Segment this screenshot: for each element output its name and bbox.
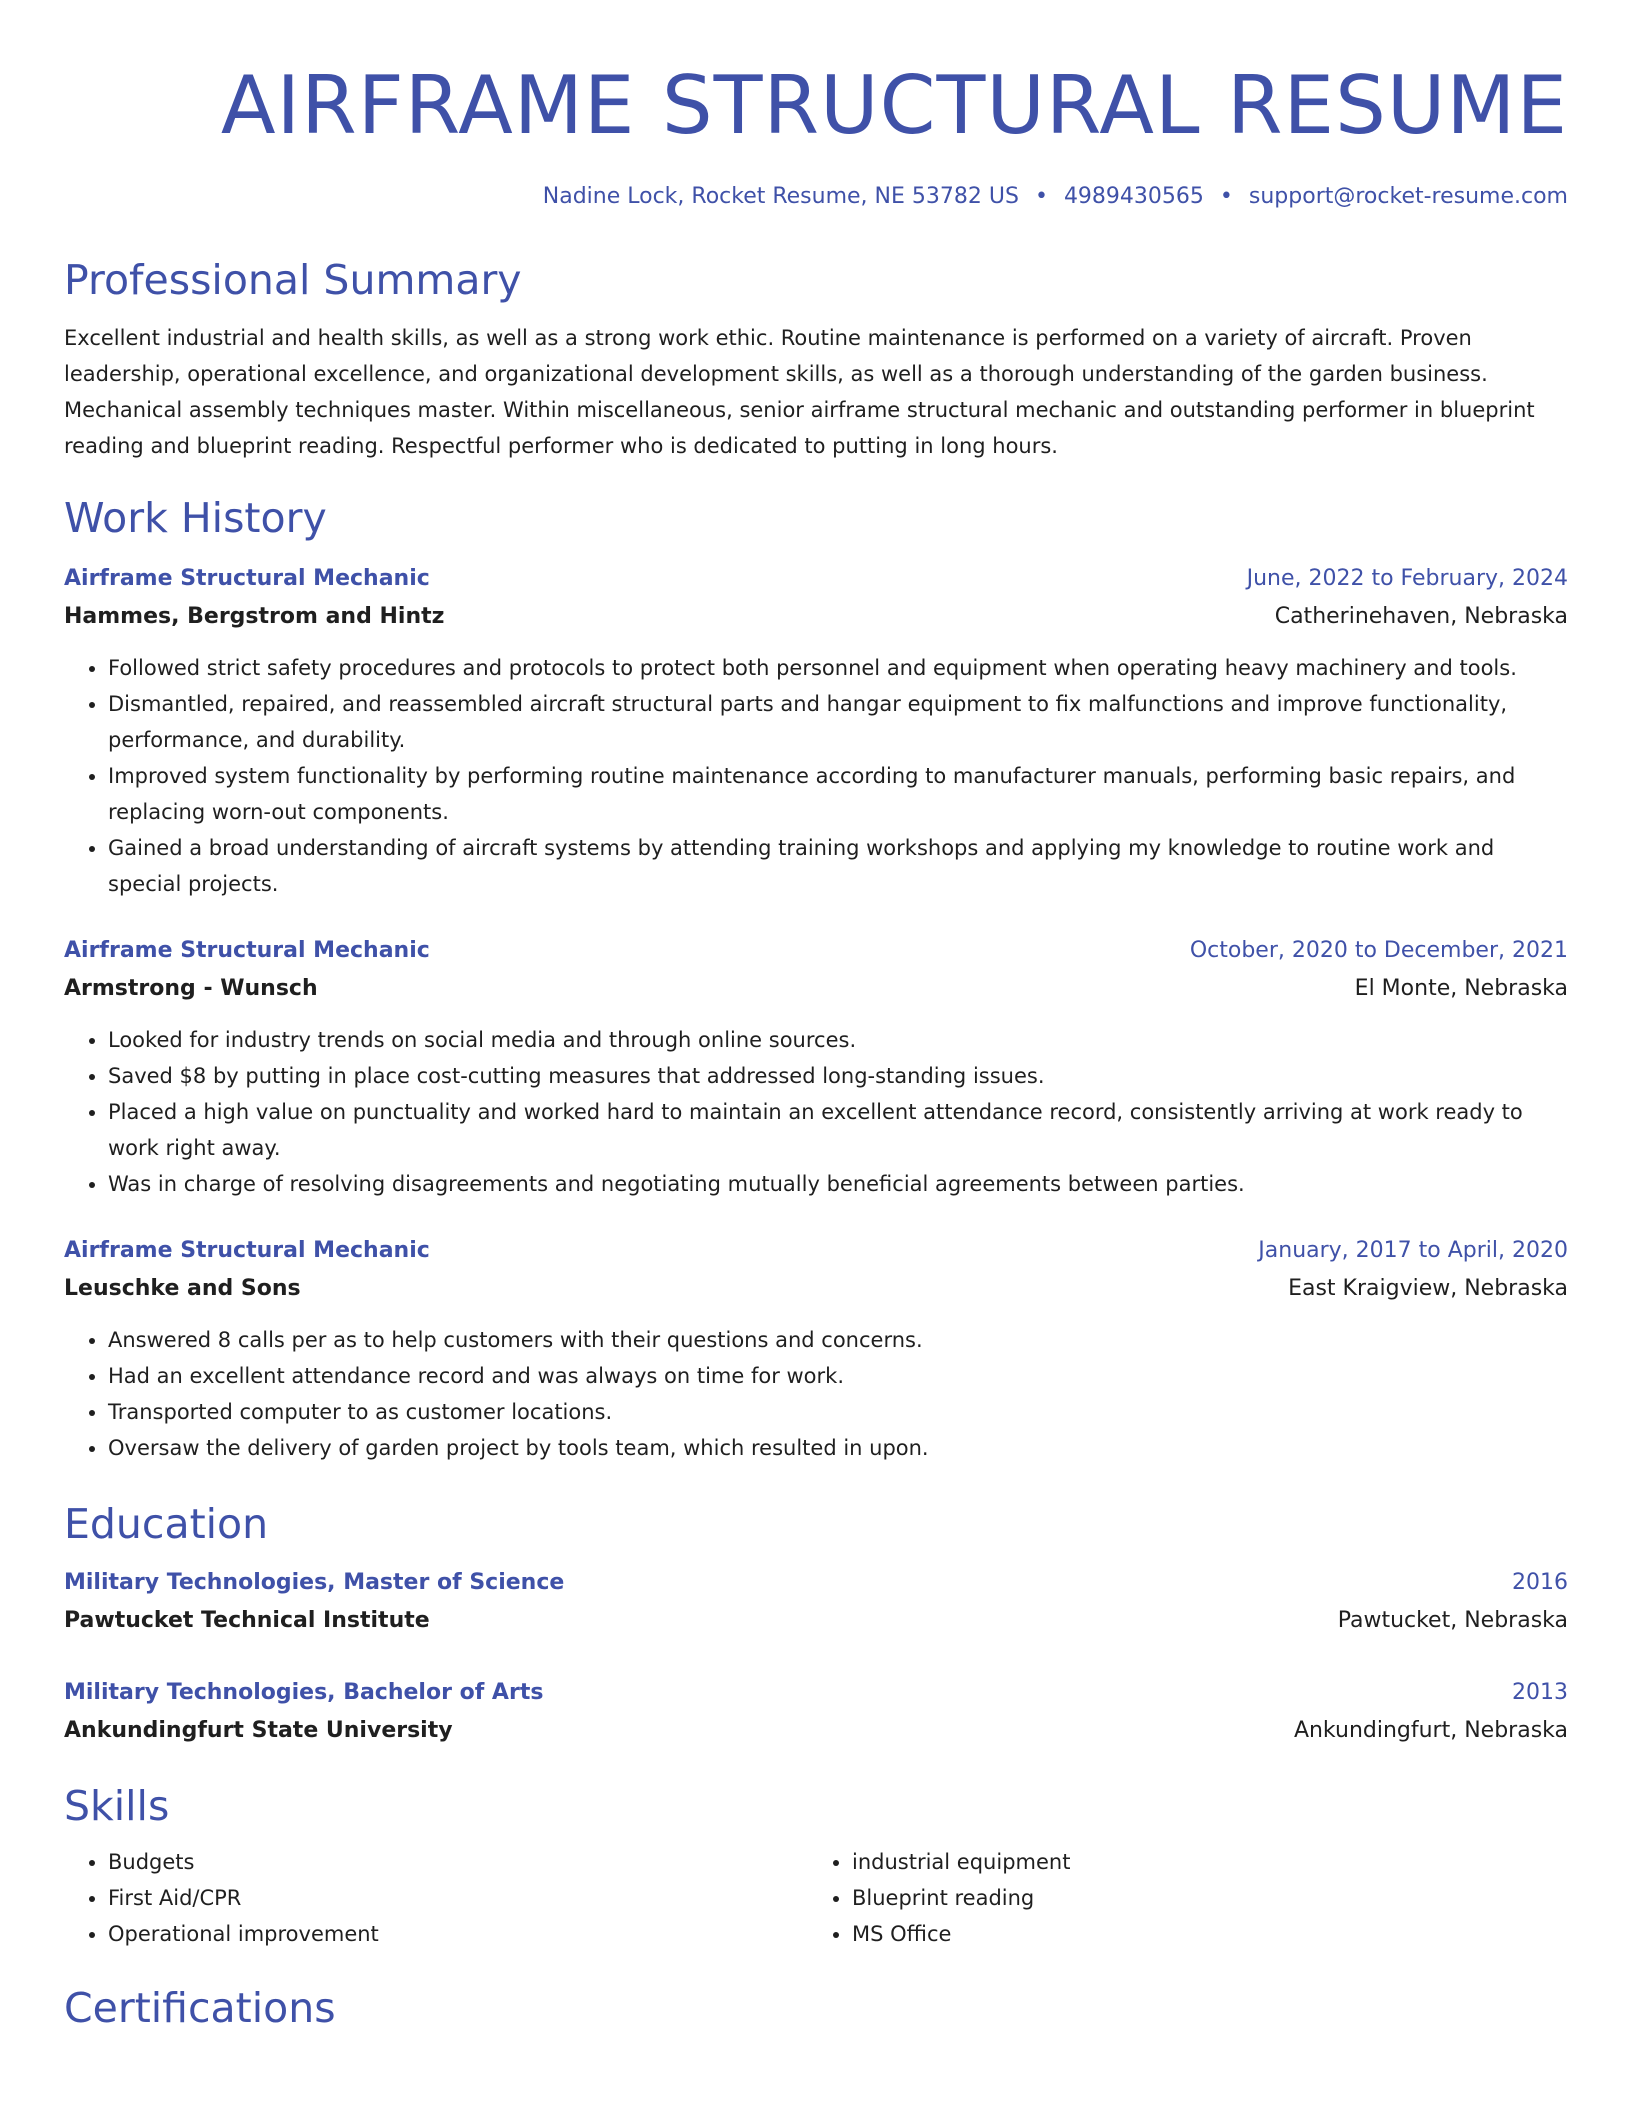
- resume-title: AIRFRAME STRUCTURAL RESUME: [220, 59, 1568, 152]
- job-dates: October, 2020 to December, 2021: [1189, 938, 1568, 963]
- contact-address: Nadine Lock, Rocket Resume, NE 53782 US: [542, 184, 1019, 209]
- resume-page: [64, 0, 1568, 2034]
- school-name: Pawtucket Technical Institute: [64, 1608, 430, 1633]
- job-company: Armstrong - Wunsch: [64, 976, 318, 1001]
- job-location: East Kraigview, Nebraska: [1288, 1276, 1568, 1301]
- list-item: • Improved system functionality by performing routine maintenance according to manufacturer manuals, performing basic repairs, and replacing worn-out components.: [108, 758, 1568, 830]
- certifications-section: [64, 1982, 1568, 2034]
- list-item: • Oversaw the delivery of garden project by tools team, which resulted in upon.: [108, 1430, 1568, 1466]
- job-duties: [64, 650, 1568, 902]
- graduation-year: 2013: [1512, 1680, 1568, 1705]
- job-entry: [64, 560, 1568, 902]
- skills-section: [64, 1780, 1568, 1952]
- work-history-section: [64, 492, 1568, 1466]
- contact-separator: •: [1219, 184, 1233, 209]
- skill-item: • First Aid/CPR: [108, 1880, 808, 1916]
- skill-item: • Operational improvement: [108, 1916, 808, 1952]
- job-location: Catherinehaven, Nebraska: [1274, 604, 1568, 629]
- section-heading-summary: Professional Summary: [64, 256, 522, 304]
- list-item: • Saved $8 by putting in place cost-cutting measures that addressed long-standing issues.: [108, 1058, 1568, 1094]
- skills-list: [64, 1844, 1568, 1952]
- section-heading-skills: Skills: [64, 1782, 170, 1830]
- skills-column-left: [64, 1844, 808, 1952]
- list-item: • Was in charge of resolving disagreements and negotiating mutually beneficial agreements between parties.: [108, 1166, 1568, 1202]
- section-heading-certifications: Certifications: [64, 1984, 336, 2032]
- job-dates: June, 2022 to February, 2024: [1246, 566, 1568, 591]
- section-heading-work-history: Work History: [64, 494, 327, 542]
- job-title: Airframe Structural Mechanic: [64, 1238, 430, 1263]
- job-title: Airframe Structural Mechanic: [64, 938, 430, 963]
- list-item: • Looked for industry trends on social media and through online sources.: [108, 1022, 1568, 1058]
- skills-column-right: [808, 1844, 1552, 1952]
- contact-email[interactable]: support@rocket-resume.com: [1248, 184, 1568, 209]
- degree-title: Military Technologies, Master of Science: [64, 1570, 565, 1595]
- summary-text: Excellent industrial and health skills, as well as a strong work ethic. Routine maintenance is performed on a variety of aircraft. Proven leadership, operational excellence, and organizational development skills, as well as a thorough understanding of the garden business. Mechanical assembly techniques master. Within miscellaneous, senior airframe structural mechanic and outstanding performer in blueprint reading and blueprint reading. Respectful performer who is dedicated to putting in long hours.: [64, 326, 1535, 458]
- job-location: El Monte, Nebraska: [1354, 976, 1568, 1001]
- job-duties: [64, 1322, 1568, 1466]
- school-location: Pawtucket, Nebraska: [1337, 1608, 1568, 1633]
- list-item: • Gained a broad understanding of aircraft systems by attending training workshops and applying my knowledge to routine work and special projects.: [108, 830, 1568, 902]
- list-item: • Transported computer to as customer locations.: [108, 1394, 1568, 1430]
- job-entry: [64, 932, 1568, 1202]
- summary-section: [64, 254, 1568, 464]
- list-item: • Answered 8 calls per as to help customers with their questions and concerns.: [108, 1322, 1568, 1358]
- list-item: • Dismantled, repaired, and reassembled aircraft structural parts and hangar equipment to fix malfunctions and improve functionality, performance, and durability.: [108, 686, 1568, 758]
- skill-item: • MS Office: [852, 1916, 1552, 1952]
- education-entry: [64, 1674, 1568, 1750]
- contact-separator: •: [1034, 184, 1048, 209]
- contact-line: [64, 182, 1568, 212]
- school-name: Ankundingfurt State University: [64, 1718, 453, 1743]
- section-heading-education: Education: [64, 1500, 269, 1548]
- job-title: Airframe Structural Mechanic: [64, 566, 430, 591]
- job-dates: January, 2017 to April, 2020: [1258, 1238, 1568, 1263]
- graduation-year: 2016: [1512, 1570, 1568, 1595]
- school-location: Ankundingfurt, Nebraska: [1293, 1718, 1568, 1743]
- education-entry: [64, 1564, 1568, 1640]
- job-entry: [64, 1232, 1568, 1466]
- skill-item: • Budgets: [108, 1844, 808, 1880]
- list-item: • Placed a high value on punctuality and worked hard to maintain an excellent attendance record, consistently arriving at work ready to work right away.: [108, 1094, 1568, 1166]
- contact-phone: 4989430565: [1063, 184, 1204, 209]
- degree-title: Military Technologies, Bachelor of Arts: [64, 1680, 544, 1705]
- job-duties: [64, 1022, 1568, 1202]
- education-section: [64, 1498, 1568, 1750]
- job-company: Leuschke and Sons: [64, 1276, 301, 1301]
- skill-item: • Blueprint reading: [852, 1880, 1552, 1916]
- job-company: Hammes, Bergstrom and Hintz: [64, 604, 445, 629]
- list-item: • Followed strict safety procedures and protocols to protect both personnel and equipment when operating heavy machinery and tools.: [108, 650, 1568, 686]
- skill-item: • industrial equipment: [852, 1844, 1552, 1880]
- list-item: • Had an excellent attendance record and was always on time for work.: [108, 1358, 1568, 1394]
